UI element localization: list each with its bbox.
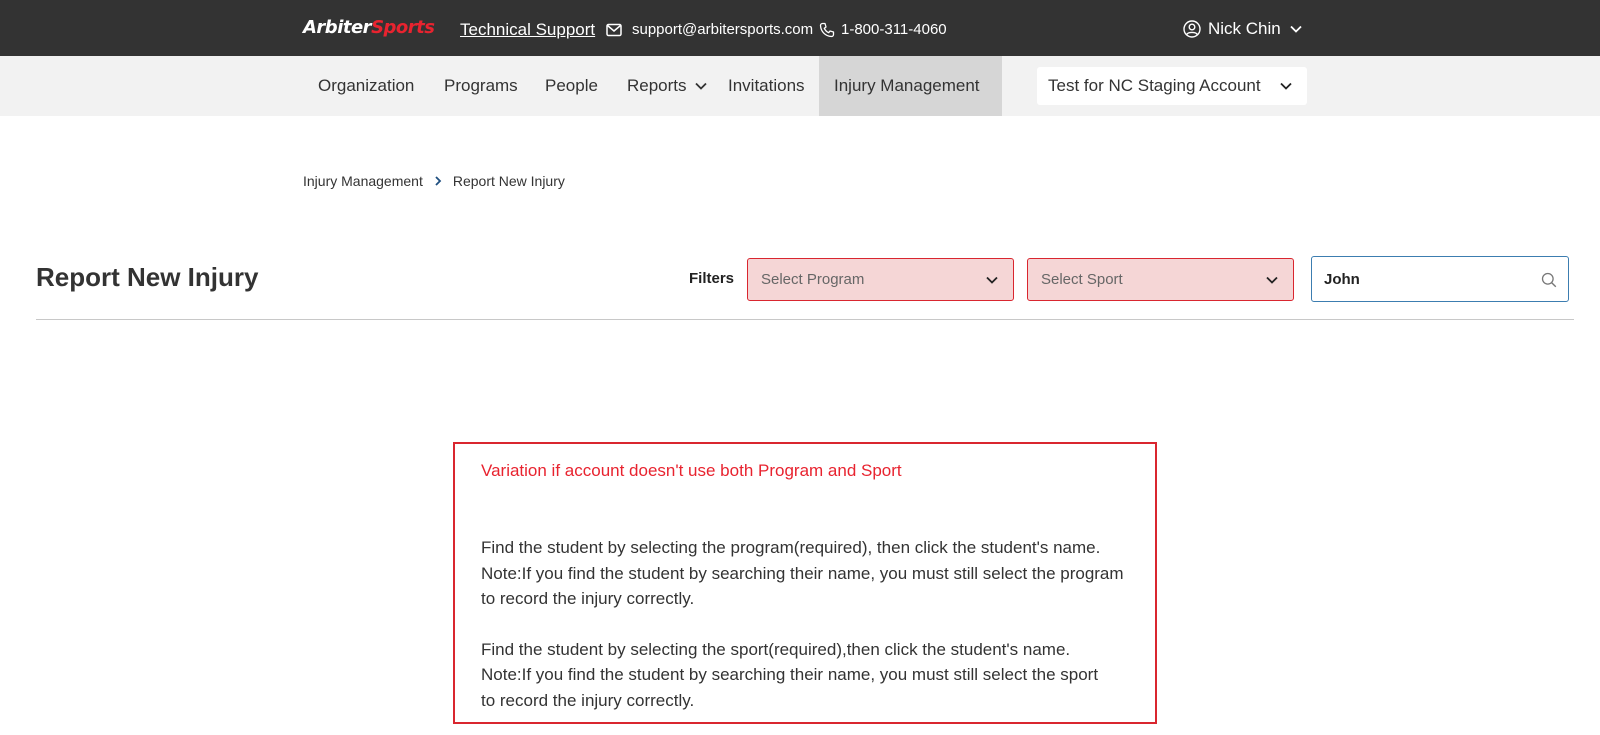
search-input-value: John: [1324, 270, 1360, 288]
nav-item-label: Programs: [444, 76, 518, 95]
student-search-input[interactable]: [1311, 256, 1569, 302]
chevron-down-icon: [985, 275, 999, 285]
note-line: to record the injury correctly.: [481, 690, 695, 710]
phone-icon: [819, 22, 835, 38]
chevron-down-icon: [1289, 24, 1303, 34]
technical-support-link[interactable]: Technical Support: [460, 20, 596, 39]
account-select-value: Test for NC Staging Account: [1048, 76, 1261, 95]
nav-item-reports[interactable]: [627, 56, 708, 116]
user-circle-icon: [1183, 20, 1201, 38]
search-icon[interactable]: [1541, 272, 1557, 288]
variation-note-box: [453, 442, 1157, 724]
nav-item-label: Invitations: [728, 76, 805, 95]
breadcrumb-current: Report New Injury: [452, 173, 565, 189]
breadcrumb-link-injury-management[interactable]: Injury Management: [303, 173, 423, 189]
nav-item-people[interactable]: [545, 56, 598, 116]
sport-select-placeholder: Select Sport: [1041, 271, 1123, 288]
support-phone-link[interactable]: 1-800-311-4060: [841, 21, 947, 38]
note-line: Find the student by selecting the sport(required),then click the student's name.: [481, 639, 1071, 659]
note-title: Variation if account doesn't use both Program and Sport: [481, 461, 902, 480]
user-menu[interactable]: [1183, 19, 1303, 39]
nav-item-label: Reports: [627, 76, 687, 95]
program-select[interactable]: [747, 258, 1014, 301]
nav-item-programs[interactable]: [444, 56, 518, 116]
sport-select[interactable]: [1027, 258, 1294, 301]
mail-icon: [606, 23, 622, 37]
note-paragraph-sport: [481, 637, 1129, 714]
main-nav: [0, 56, 1600, 116]
nav-item-label: People: [545, 76, 598, 95]
logo-text-arbiter: Arbiter: [303, 17, 372, 38]
nav-item-injury-management[interactable]: [819, 56, 1002, 116]
chevron-right-icon: [434, 176, 442, 186]
nav-item-invitations[interactable]: [728, 56, 805, 116]
nav-item-label: Injury Management: [834, 76, 980, 95]
note-line: Note:If you find the student by searching their name, you must still select the program: [481, 563, 1124, 583]
top-header: [0, 0, 1600, 56]
nav-item-label: Organization: [318, 76, 415, 95]
chevron-down-icon: [694, 81, 708, 91]
arbiter-sports-logo[interactable]: [303, 17, 434, 38]
note-paragraph-program: [481, 535, 1129, 612]
breadcrumb: [303, 173, 565, 189]
nav-item-organization[interactable]: [318, 56, 414, 116]
program-select-placeholder: Select Program: [761, 271, 865, 288]
user-name: Nick Chin: [1208, 19, 1281, 38]
filters-label: Filters: [689, 270, 735, 287]
chevron-down-icon: [1265, 275, 1279, 285]
note-line: Note:If you find the student by searching their name, you must still select the sport: [481, 665, 1099, 684]
chevron-down-icon: [1279, 81, 1293, 91]
support-email-link[interactable]: support@arbitersports.com: [632, 21, 814, 38]
header-divider: [36, 319, 1574, 320]
note-line: to record the injury correctly.: [481, 589, 695, 608]
note-line: Find the student by selecting the program(required), then click the student's name.: [481, 538, 1101, 557]
account-select[interactable]: [1037, 67, 1307, 105]
logo-text-sports: Sports: [371, 17, 435, 38]
page-title: Report New Injury: [36, 262, 259, 292]
